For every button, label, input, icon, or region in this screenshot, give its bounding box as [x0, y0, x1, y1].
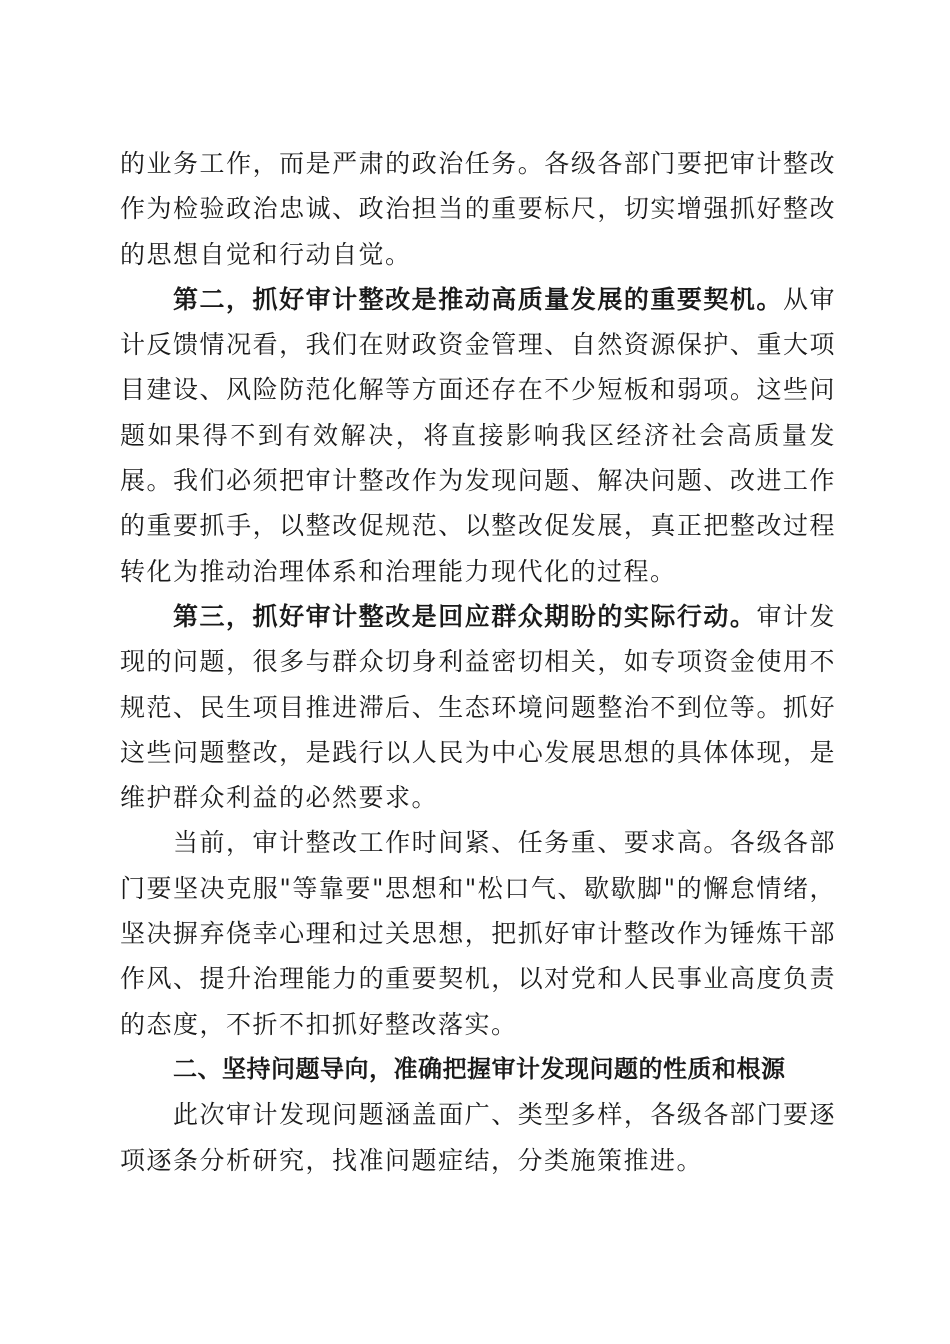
- section-heading-two: 二、坚持问题导向，准确把握审计发现问题的性质和根源: [173, 1054, 786, 1083]
- paragraph-point-two: [120, 277, 836, 594]
- paragraph-current-tasks: 当前，审计整改工作时间紧、任务重、要求高。各级各部门要坚决克服"等靠要"思想和"松口气、歇歇脚"的懈怠情绪，坚决摒弃侥幸心理和过关思想，把抓好审计整改作为锤炼干部作风、提升治理能力的重要契机，以对党和人民事业高度负责的态度，不折不扣抓好整改落实。: [120, 828, 836, 1039]
- paragraph-section-two-intro: 此次审计发现问题涵盖面广、类型多样，各级各部门要逐项逐条分析研究，找准问题症结，分类施策推进。: [120, 1100, 836, 1175]
- point-two-body: 从审计反馈情况看，我们在财政资金管理、自然资源保护、重大项目建设、风险防范化解等方面还存在不少短板和弱项。这些问题如果得不到有效解决，将直接影响我区经济社会高质量发展。我们必须把审计整改作为发现问题、解决问题、改进工作的重要抓手，以整改促规范、以整改促发展，真正把整改过程转化为推动治理体系和治理能力现代化的过程。: [120, 284, 836, 586]
- paragraph-point-three: [120, 594, 836, 820]
- point-three-lead: 第三，抓好审计整改是回应群众期盼的实际行动。: [173, 601, 757, 631]
- point-two-lead: 第二，抓好审计整改是推动高质量发展的重要契机。: [173, 284, 783, 314]
- document-body: [120, 141, 836, 1183]
- point-three-body: 审计发现的问题，很多与群众切身利益密切相关，如专项资金使用不规范、民生项目推进滞后、生态环境问题整治不到位等。抓好这些问题整改，是践行以人民为中心发展思想的具体体现，是维护群众利益的必然要求。: [120, 601, 836, 813]
- paragraph-continued: 的业务工作，而是严肃的政治任务。各级各部门要把审计整改作为检验政治忠诚、政治担当的重要标尺，切实增强抓好整改的思想自觉和行动自觉。: [120, 149, 836, 269]
